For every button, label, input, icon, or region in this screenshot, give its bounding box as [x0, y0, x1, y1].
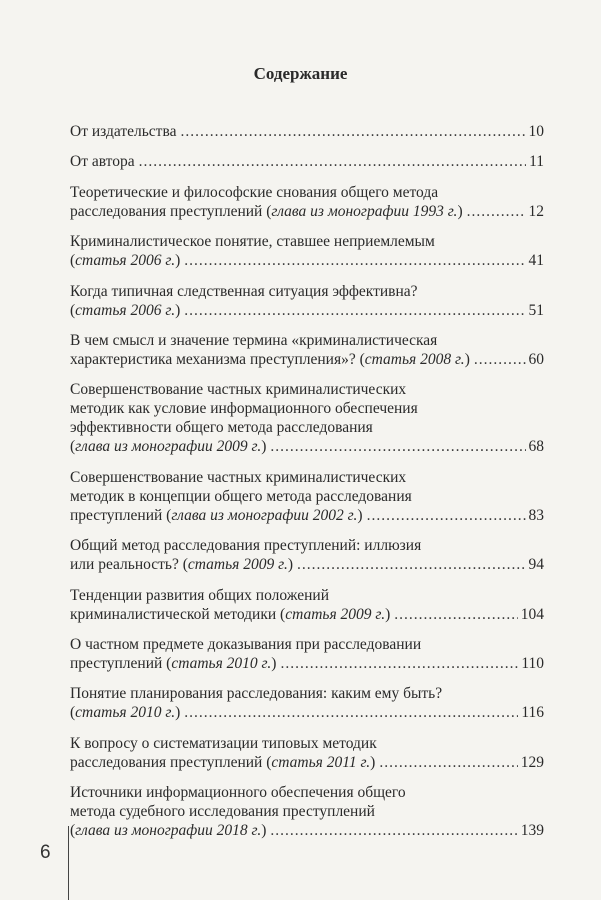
toc-entry-last-line — [70, 605, 544, 624]
toc-leader-dots — [467, 202, 526, 221]
toc-leader-dots — [474, 350, 526, 369]
toc-entry-title-text — [70, 350, 470, 369]
toc-entry-title-text — [70, 122, 176, 141]
page-number: 6 — [40, 842, 51, 863]
toc-entry-page-number: 41 — [528, 252, 544, 270]
toc-entry[interactable] — [70, 783, 544, 840]
toc-entry[interactable] — [70, 586, 544, 624]
toc-entry-source-note: статья 2006 г. — [75, 252, 176, 270]
toc-entry-source-note: глава из монографии 2009 г. — [75, 438, 262, 456]
toc-entry[interactable] — [70, 380, 544, 456]
toc-entry-page-number: 11 — [529, 153, 544, 171]
toc-entry-page-number: 68 — [528, 438, 544, 456]
toc-entry-title-text — [70, 437, 266, 456]
toc-entry-page-number: 10 — [528, 123, 544, 140]
toc-entry-last-line — [70, 703, 544, 722]
toc-entry-title-text — [70, 202, 463, 221]
toc-entry-title-line: К вопросу о систематизации типовых методик — [70, 734, 377, 752]
toc-entry-text-segment: расследования преступлений ( — [70, 202, 272, 220]
toc-entry-last-line — [70, 202, 544, 221]
toc-entry-title-line: Совершенствование частных криминалистических — [70, 468, 407, 486]
toc-entry-text-segment: ) — [385, 605, 391, 623]
toc-entry-title-text — [70, 605, 390, 624]
toc-entry-title-line: Понятие планирования расследования: каким ему быть? — [70, 685, 443, 703]
toc-entry-page-number: 51 — [528, 301, 544, 319]
toc-entry-last-line — [70, 753, 544, 772]
toc-entry[interactable] — [70, 468, 544, 525]
toc-entry-text-segment: ) — [175, 301, 181, 319]
toc-entry-source-note: статья 2008 г. — [364, 350, 465, 368]
toc-entry-source-note: статья 2006 г. — [75, 301, 176, 319]
toc-entry-text-segment: ) — [261, 822, 267, 840]
toc-leader-dots — [394, 605, 517, 624]
toc-entry-text-segment: От автора — [70, 153, 135, 171]
toc-entry-source-note: статья 2009 г. — [187, 556, 288, 574]
table-of-contents — [70, 122, 544, 851]
toc-entry-title-line: О частном предмете доказывания при расследовании — [70, 635, 422, 653]
toc-entry-title-text — [70, 821, 266, 840]
toc-entry-title-text — [70, 753, 375, 772]
toc-entry-text-segment: ) — [261, 438, 267, 456]
toc-entry-text-segment: преступлений ( — [70, 654, 172, 672]
toc-leader-dots — [297, 555, 525, 574]
toc-entry-page-number: 139 — [520, 822, 544, 840]
toc-entry-title-text — [70, 703, 180, 722]
toc-entry-title-line: Теоретические и философские снования общего метода — [70, 183, 439, 201]
toc-entry-last-line — [70, 555, 544, 574]
toc-entry-last-line — [70, 251, 544, 270]
toc-entry[interactable] — [70, 183, 544, 221]
toc-entry[interactable] — [70, 635, 544, 673]
toc-entry-page-number: 83 — [528, 506, 544, 524]
toc-entry[interactable] — [70, 152, 544, 171]
toc-entry-text-segment: ) — [370, 753, 376, 771]
toc-entry-text-segment: ) — [175, 252, 181, 270]
toc-entry-title-line: Общий метод расследования преступлений: иллюзия — [70, 537, 422, 555]
toc-entry-last-line — [70, 301, 544, 320]
toc-entry[interactable] — [70, 734, 544, 772]
toc-leader-dots — [379, 753, 517, 772]
toc-entry[interactable] — [70, 331, 544, 369]
toc-entry-text-segment: преступлений ( — [70, 506, 172, 524]
toc-entry-text-segment: ( — [70, 438, 76, 456]
toc-entry-source-note: статья 2009 г. — [285, 605, 386, 623]
toc-entry-title-line: методик как условие информационного обеспечения — [70, 400, 418, 418]
toc-entry-text-segment: ) — [271, 654, 277, 672]
toc-entry-text-segment: расследования преступлений ( — [70, 753, 272, 771]
toc-entry-text-segment: ) — [175, 704, 181, 722]
toc-entry-page-number: 94 — [528, 556, 544, 574]
toc-entry-last-line — [70, 350, 544, 369]
toc-entry[interactable] — [70, 122, 544, 141]
toc-entry[interactable] — [70, 232, 544, 270]
toc-leader-dots — [270, 821, 517, 840]
toc-entry-page-number: 60 — [528, 350, 544, 368]
toc-entry[interactable] — [70, 684, 544, 722]
toc-entry-text-segment: ( — [70, 822, 76, 840]
toc-entry-text-segment: ) — [357, 506, 363, 524]
toc-entry-last-line — [70, 437, 544, 456]
toc-entry-text-segment: ( — [70, 252, 76, 270]
toc-entry-source-note: глава из монографии 2002 г. — [171, 506, 358, 524]
toc-entry-text-segment: От издательства — [70, 123, 177, 140]
toc-entry-source-note: статья 2010 г. — [171, 654, 272, 672]
toc-leader-dots — [184, 703, 518, 722]
toc-entry-text-segment: криминалистической методики ( — [70, 605, 286, 623]
toc-entry-title-line: Совершенствование частных криминалистических — [70, 381, 407, 399]
toc-entry-text-segment: или реальность? ( — [70, 556, 188, 574]
page-title: Содержание — [253, 64, 348, 83]
toc-entry-source-note: статья 2010 г. — [75, 704, 176, 722]
toc-entry-last-line — [70, 506, 544, 525]
toc-entry-last-line — [70, 821, 544, 840]
toc-entry-page-number: 104 — [520, 605, 544, 623]
toc-entry-text-segment: ) — [287, 556, 294, 574]
toc-entry-source-note: глава из монографии 1993 г. — [271, 202, 458, 220]
toc-entry-title-line: методик в концепции общего метода расследования — [70, 487, 412, 505]
toc-leader-dots — [270, 437, 525, 456]
toc-entry-last-line — [70, 152, 544, 171]
toc-entry-text-segment: ( — [70, 301, 76, 319]
toc-entry-text-segment: ( — [70, 704, 76, 722]
toc-entry-title-text — [70, 555, 293, 574]
toc-entry-title-line: Источники информационного обеспечения общего — [70, 784, 406, 802]
toc-entry-title-line: Когда типичная следственная ситуация эффективна? — [70, 282, 418, 300]
toc-entry-title-text — [70, 654, 276, 673]
toc-entry-title-line: эффективности общего метода расследования — [70, 419, 373, 437]
toc-entry-title-line: метода судебного исследования преступлений — [70, 803, 375, 821]
toc-entry-source-note: глава из монографии 2018 г. — [75, 822, 262, 840]
toc-leader-dots — [184, 251, 525, 270]
toc-leader-dots — [184, 301, 525, 320]
toc-entry-page-number: 110 — [521, 654, 544, 672]
toc-entry-last-line — [70, 654, 544, 673]
toc-entry-text-segment: ) — [457, 202, 463, 220]
toc-entry[interactable] — [70, 536, 544, 574]
toc-entry-title-line: Криминалистическое понятие, ставшее неприемлемым — [70, 233, 435, 251]
margin-rule — [68, 826, 69, 900]
toc-entry-page-number: 12 — [528, 202, 544, 220]
toc-entry[interactable] — [70, 282, 544, 320]
toc-leader-dots — [180, 122, 525, 141]
toc-entry-text-segment: характеристика механизма преступления»? ( — [70, 350, 365, 368]
toc-entry-title-text — [70, 506, 363, 525]
toc-entry-source-note: статья 2011 г. — [271, 753, 371, 771]
toc-entry-title-line: В чем смысл и значение термина «криминалистическая — [70, 331, 438, 349]
toc-entry-page-number: 129 — [520, 753, 544, 771]
toc-entry-last-line — [70, 122, 544, 141]
toc-entry-title-text — [70, 251, 180, 270]
toc-entry-text-segment: ) — [464, 350, 470, 368]
toc-entry-title-text — [70, 301, 180, 320]
toc-entry-page-number: 116 — [521, 704, 544, 722]
toc-leader-dots — [367, 506, 526, 525]
toc-leader-dots — [139, 152, 526, 171]
toc-leader-dots — [280, 654, 518, 673]
toc-entry-title-line: Тенденции развития общих положений — [70, 586, 330, 604]
toc-entry-title-text — [70, 152, 135, 171]
